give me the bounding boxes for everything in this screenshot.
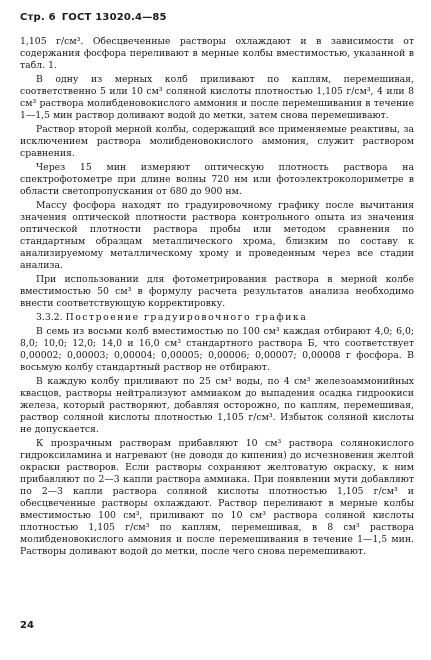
paragraph: В семь из восьми колб вместимостью по 100 см³ каждая отбирают 4,0; 6,0; 8,0; 10,0; 12,0; 14,0 и 16,0 см³ стандартного раствора Б, что соответствует 0,00002; 0,00003; 0,00004; 0,00005; 0,00006; 0,00007; 0,00008 г фосфора. В восьмую колбу стандартный раствор не отбирают. (20, 326, 414, 373)
section-heading (20, 312, 414, 324)
section-number: 3.3.2. (36, 312, 63, 323)
paragraph-continued: 1,105 г/см³. Обесцвеченные растворы охлаждают и в зависимости от содержания фосфора переливают в мерные колбы вместимостью, указанной в табл. 1. (20, 36, 414, 71)
paragraph: Раствор второй мерной колбы, содержащий все применяемые реактивы, за исключением раствора молибденовокислого аммония, служит раствором сравнения. (20, 124, 414, 159)
standard-number: ГОСТ 13020.4—85 (61, 12, 167, 23)
section-title: Построение градуировочного графика (65, 312, 308, 323)
page-label: Стр. 6 (20, 12, 56, 23)
page-number: 24 (20, 620, 34, 631)
paragraph: Массу фосфора находят по градуировочному графику после вычитания значения оптической плотности раствора контрольного опыта из значения оптической плотности раствора пробы или методом сравнения по стандартным образцам металлического хрома, близким по составу к анализируемому металлическому хрому и проведенным через все стадии анализа. (20, 200, 414, 271)
paragraph: В одну из мерных колб приливают по каплям, перемешивая, соответственно 5 или 10 см³ соляной кислоты плотностью 1,105 г/см³, 4 или 8 см³ раствора молибденовокислого аммония и после перемешивания в течение 1—1,5 мин раствор доливают водой до метки, затем снова перемешивают. (20, 74, 414, 121)
paragraph: К прозрачным растворам прибавляют 10 см³ раствора солянокислого гидроксиламина и нагревают (не доводя до кипения) до исчезновения желтой окраски растворов. Если растворы сохраняют желтоватую окраску, к ним прибавляют по 2—3 капли раствора аммиака. При появлении мути добавляют по 2—3 капли раствора соляной кислоты плотностью 1,105 г/см³ и обесцвеченные растворы охлаждают. Раствор переливают в мерные колбы вместимостью 100 см³, приливают по 10 см³ раствора соляной кислоты плотностью 1,105 г/см³ по каплям, перемешивая, в 8 см³ раствора молибденовокислого аммония и после перемешивания в течение 1—1,5 мин. Растворы доливают водой до метки, после чего снова перемешивают. (20, 438, 414, 557)
paragraph: В каждую колбу приливают по 25 см³ воды, по 4 см³ железоаммонийных квасцов, растворы нейтрализуют аммиаком до выпадения осадка гидроокиси железа, который растворяют, добавляя осторожно, по каплям, перемешивая, раствор соляной кислоты плотностью 1,105 г/см³. Избыток соляной кислоты не допускается. (20, 376, 414, 435)
paragraph: При использовании для фотометрирования раствора в мерной колбе вместимостью 50 см³ в формулу расчета результатов анализа необходимо внести соответствующую корректировку. (20, 274, 414, 309)
document-body (20, 36, 414, 560)
page-header (20, 12, 167, 23)
paragraph: Через 15 мин измеряют оптическую плотность раствора на спектрофотометре при длине волны 720 нм или фотоэлектроколориметре в области светопропускания от 680 до 900 нм. (20, 162, 414, 197)
